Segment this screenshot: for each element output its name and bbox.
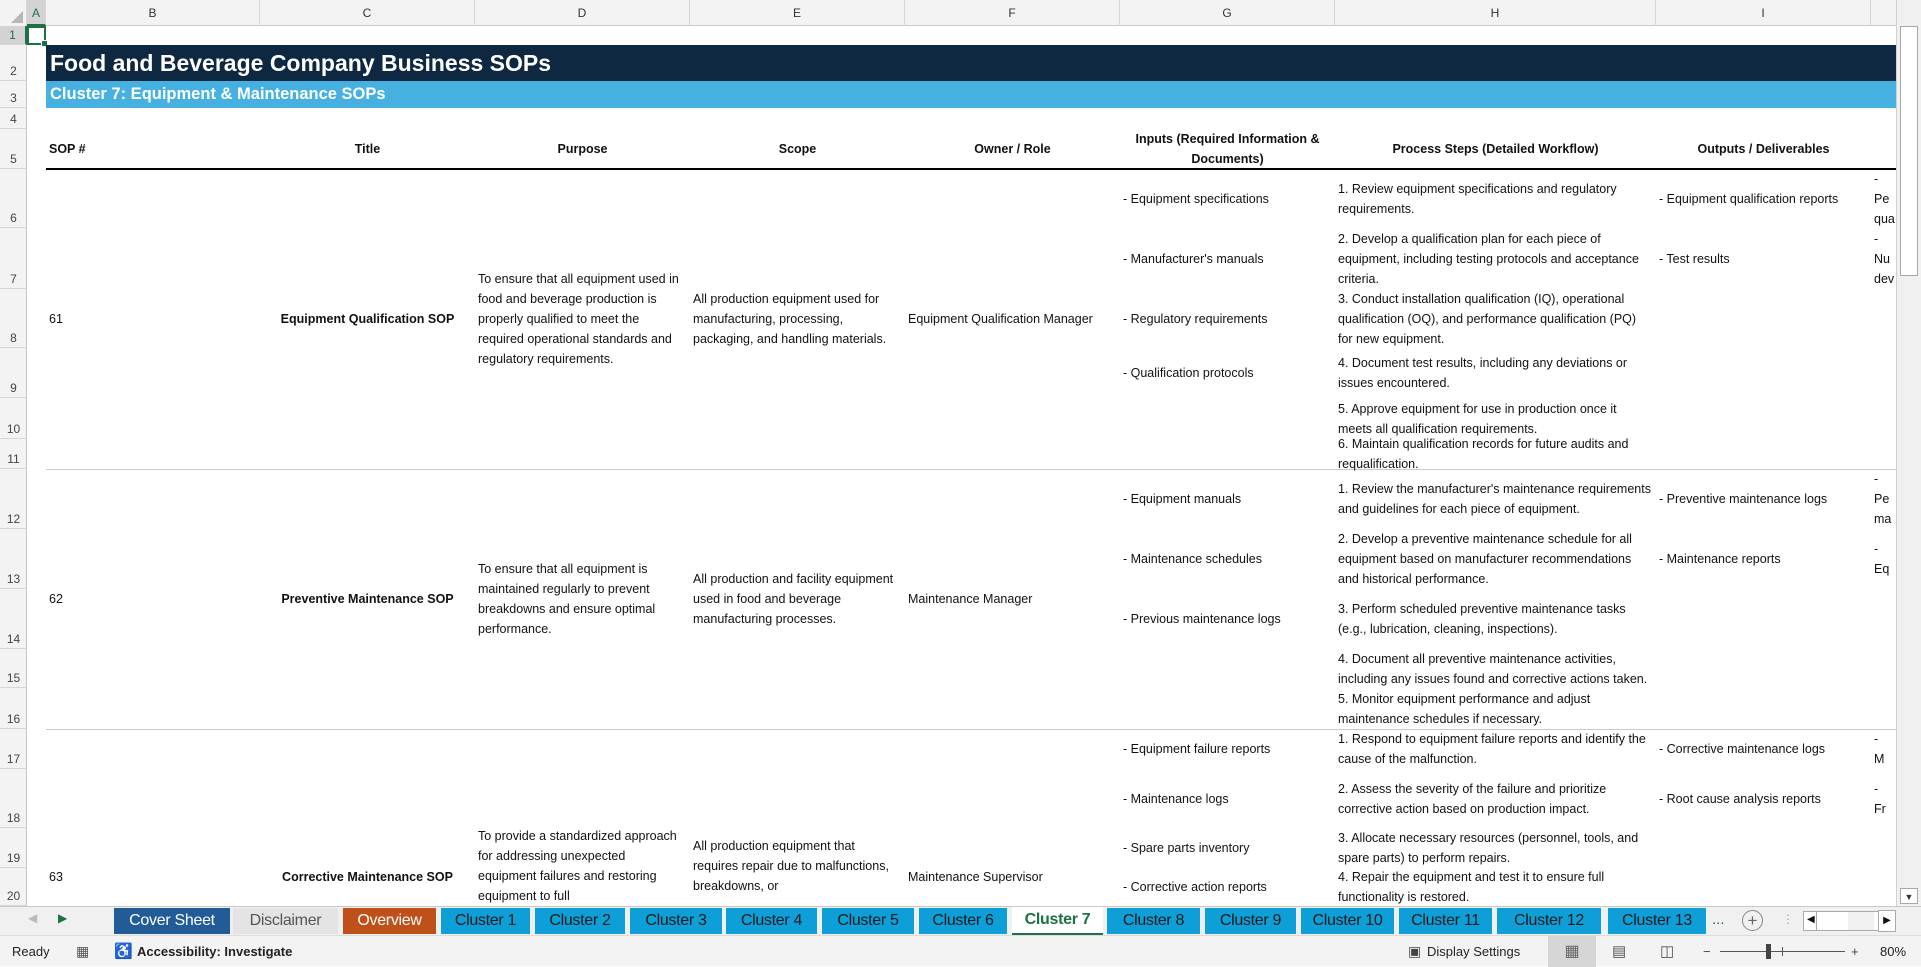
scroll-left-icon[interactable]: ◀	[1807, 914, 1815, 925]
input-item	[1120, 228, 1335, 289]
header-process-steps: Process Steps (Detailed Workflow)	[1392, 142, 1599, 156]
page-break-view-icon[interactable]: ◫	[1660, 943, 1675, 960]
sheet-tab-cluster-5[interactable]: Cluster 5	[822, 908, 914, 934]
input-item-text: - Manufacturer's manuals	[1123, 251, 1264, 266]
display-settings-icon[interactable]: ▣	[1408, 943, 1422, 959]
row-header-8[interactable]: 8	[0, 289, 27, 348]
column-header-i[interactable]: I	[1656, 0, 1871, 26]
input-item	[1120, 729, 1335, 769]
scroll-down-button[interactable]: ▼	[1900, 888, 1918, 904]
process-step-text: 5. Monitor equipment performance and adjust maintenance schedules if necessary.	[1338, 691, 1591, 726]
sop-owner-text: Equipment Qualification Manager	[908, 312, 1093, 326]
sop-title	[260, 862, 475, 892]
process-step	[1335, 688, 1656, 729]
row-header-9[interactable]: 9	[0, 348, 27, 398]
zoom-in-button[interactable]: +	[1851, 944, 1859, 959]
sop-number	[46, 469, 260, 729]
process-step-text: 5. Approve equipment for use in production once it meets all qualification requirements.	[1338, 401, 1617, 436]
sop-purpose-text: To provide a standardized approach for addressing unexpected equipment failures and restoring equipment to full	[478, 829, 677, 903]
row-header-18[interactable]: 18	[0, 769, 27, 828]
input-item	[1120, 868, 1335, 906]
process-step	[1335, 868, 1656, 906]
input-item	[1120, 529, 1335, 589]
accessibility-status[interactable]: Accessibility: Investigate	[137, 944, 293, 959]
input-item	[1120, 769, 1335, 828]
process-step-text: 2. Assess the severity of the failure and prioritize corrective action based on production impact.	[1338, 781, 1607, 816]
output-item-text: - Test results	[1659, 251, 1730, 266]
input-item	[1120, 589, 1335, 649]
sop-title	[260, 169, 475, 469]
input-item	[1120, 169, 1335, 228]
sheet-tab-cluster-3[interactable]: Cluster 3	[630, 908, 722, 934]
sheet-tab-overview[interactable]: Overview	[343, 908, 436, 934]
process-step-text: 1. Respond to equipment failure reports and identify the cause of the malfunction.	[1338, 732, 1646, 766]
sop-purpose	[475, 826, 690, 906]
output-item	[1656, 469, 1871, 529]
output-item-text: - Maintenance reports	[1659, 552, 1781, 566]
sop-scope	[690, 836, 905, 896]
sheet-tab-cluster-7[interactable]: Cluster 7	[1012, 907, 1103, 935]
sop-purpose-text: To ensure that all equipment is maintained regularly to prevent breakdowns and ensure optimal performance.	[478, 562, 656, 636]
input-item-text: - Previous maintenance logs	[1123, 612, 1281, 626]
process-step	[1335, 649, 1656, 688]
next-column-item-text: - Eq	[1874, 542, 1890, 576]
process-step	[1335, 439, 1656, 469]
sop-purpose	[475, 169, 690, 469]
input-item-text: - Maintenance schedules	[1123, 552, 1262, 566]
sop-owner	[905, 169, 1120, 469]
sheet-tab-disclaimer[interactable]: Disclaimer	[233, 908, 338, 934]
active-cell-a1[interactable]	[27, 26, 46, 45]
zoom-slider-center-tick	[1782, 947, 1783, 956]
sop-number	[46, 862, 260, 892]
column-header-e[interactable]: E	[690, 0, 905, 26]
process-step	[1335, 729, 1656, 769]
tab-splitter[interactable]: ⋮	[1782, 912, 1794, 926]
sop-scope	[690, 469, 905, 729]
cells-area[interactable]	[27, 0, 1896, 906]
zoom-slider-thumb[interactable]	[1766, 944, 1771, 959]
scrollbar-thumb-edge	[1816, 912, 1817, 930]
row-header-1[interactable]: 1	[0, 26, 27, 45]
next-sheet-icon[interactable]: ▶	[58, 911, 68, 925]
process-step-text: 4. Document test results, including any deviations or issues encountered.	[1338, 356, 1628, 390]
process-step-text: 1. Review equipment specifications and regulatory requirements.	[1338, 181, 1617, 216]
row-header-19[interactable]: 19	[0, 828, 27, 868]
row-header-7[interactable]: 7	[0, 228, 27, 289]
header-outputs: Outputs / Deliverables	[1697, 142, 1830, 156]
input-item	[1120, 469, 1335, 529]
header-scope: Scope	[778, 142, 817, 156]
process-step-text: 3. Conduct installation qualification (IQ), operational qualification (OQ), and performance qualification (PQ) for new equipment.	[1338, 291, 1637, 346]
row-header-4[interactable]: 4	[0, 108, 27, 129]
process-step-text: 2. Develop a qualification plan for each piece of equipment, including testing protocols and acceptance criteria.	[1338, 231, 1639, 286]
sop-owner-text: Maintenance Supervisor	[908, 870, 1043, 884]
process-step-text: 1. Review the manufacturer's maintenance requirements and guidelines for each piece of equipment.	[1338, 482, 1651, 516]
process-step	[1335, 469, 1656, 529]
input-item-text: - Qualification protocols	[1123, 366, 1254, 380]
sop-title-text: Corrective Maintenance SOP	[282, 870, 453, 884]
input-item	[1120, 828, 1335, 868]
macro-recording-icon[interactable]: ▦	[76, 943, 90, 959]
sheet-tab-cluster-4[interactable]: Cluster 4	[726, 908, 817, 934]
column-header-c[interactable]: C	[260, 0, 475, 26]
process-step-text: 4. Document all preventive maintenance activities, including any issues found and corrective actions taken.	[1338, 651, 1648, 686]
scroll-right-icon[interactable]: ▶	[1878, 910, 1896, 932]
sheet-tab-cluster-1[interactable]: Cluster 1	[441, 908, 530, 934]
sop-title-text: Equipment Qualification SOP	[280, 312, 455, 326]
column-header-g[interactable]: G	[1120, 0, 1335, 26]
sop-number	[46, 169, 260, 469]
column-header-h[interactable]: H	[1335, 0, 1656, 26]
column-header-a[interactable]: A	[27, 0, 46, 26]
process-step	[1335, 398, 1656, 439]
output-item-text: - Equipment qualification reports	[1659, 191, 1839, 206]
row-header-5[interactable]: 5	[0, 129, 27, 169]
process-step	[1335, 769, 1656, 828]
next-column-item-text: - M	[1874, 732, 1885, 766]
zoom-out-button[interactable]: −	[1703, 944, 1711, 959]
column-header-d[interactable]: D	[475, 0, 690, 26]
row-header-14[interactable]: 14	[0, 589, 27, 649]
sheet-title: Food and Beverage Company Business SOPs	[46, 45, 1896, 81]
next-column-item-text: - Nu dev	[1874, 231, 1895, 286]
column-header-f[interactable]: F	[905, 0, 1120, 26]
sheet-tab-cluster-12[interactable]: Cluster 12	[1497, 908, 1601, 934]
sop-purpose-text: To ensure that all equipment used in food and beverage production is properly qualified to meet the required operational standards and regulatory requirements.	[478, 272, 679, 366]
select-all-button[interactable]	[0, 0, 27, 26]
output-item	[1656, 729, 1871, 769]
header-owner: Owner / Role	[974, 142, 1051, 156]
status-ready: Ready	[12, 944, 50, 959]
prev-sheet-icon[interactable]: ◀	[28, 911, 38, 925]
output-item-text: - Preventive maintenance logs	[1659, 492, 1828, 506]
scrollbar-thumb[interactable]	[1900, 26, 1918, 276]
sheet-tab-cluster-6[interactable]: Cluster 6	[919, 908, 1007, 934]
sop-title-text: Preventive Maintenance SOP	[281, 592, 454, 606]
input-item-text: - Spare parts inventory	[1123, 841, 1250, 855]
input-item	[1120, 348, 1335, 398]
more-tabs-button[interactable]: ...	[1712, 911, 1725, 928]
row-header-bar	[0, 26, 27, 906]
row-header-10[interactable]: 10	[0, 398, 27, 439]
sheet-tab-cluster-8[interactable]: Cluster 8	[1107, 908, 1200, 934]
sop-owner	[905, 469, 1120, 729]
row-header-3[interactable]: 3	[0, 81, 27, 108]
row-header-6[interactable]: 6	[0, 169, 27, 228]
header-title: Title	[354, 142, 381, 156]
row-header-17[interactable]: 17	[0, 729, 27, 769]
process-step	[1335, 348, 1656, 398]
row-header-16[interactable]: 16	[0, 688, 27, 729]
input-item-text: - Regulatory requirements	[1123, 311, 1268, 326]
sheet-tab-cluster-13[interactable]: Cluster 13	[1608, 908, 1706, 934]
accessibility-icon[interactable]: ♿	[114, 943, 133, 960]
sop-scope-text: All production equipment used for manufacturing, processing, packaging, and handling materials.	[693, 292, 887, 346]
sop-title	[260, 469, 475, 729]
display-settings-button[interactable]: Display Settings	[1427, 944, 1521, 959]
output-item-text: - Root cause analysis reports	[1659, 791, 1821, 806]
column-header-b[interactable]: B	[46, 0, 260, 26]
process-step-text: 2. Develop a preventive maintenance schedule for all equipment based on manufacturer recommendations and historical performance.	[1338, 532, 1632, 586]
input-item-text: - Equipment failure reports	[1123, 742, 1271, 756]
process-step	[1335, 228, 1656, 289]
output-item	[1656, 228, 1871, 289]
row-header-13[interactable]: 13	[0, 529, 27, 589]
sheet-tab-cluster-9[interactable]: Cluster 9	[1205, 908, 1296, 934]
process-step-text: 4. Repair the equipment and test it to ensure full functionality is restored.	[1338, 870, 1605, 904]
input-item	[1120, 289, 1335, 348]
sop-owner-text: Maintenance Manager	[908, 592, 1033, 606]
row-header-12[interactable]: 12	[0, 469, 27, 529]
sop-scope-text: All production and facility equipment used in food and beverage manufacturing processes.	[693, 572, 894, 626]
row-header-20[interactable]: 20	[0, 868, 27, 906]
process-step	[1335, 169, 1656, 228]
process-step	[1335, 289, 1656, 348]
output-item-text: - Corrective maintenance logs	[1659, 742, 1826, 756]
process-step-text: 6. Maintain qualification records for future audits and requalification.	[1338, 437, 1629, 471]
output-item	[1656, 529, 1871, 589]
process-step	[1335, 589, 1656, 649]
status-bar	[0, 935, 1921, 966]
sheet-tab-cover-sheet[interactable]: Cover Sheet	[114, 908, 230, 934]
sop-scope	[690, 169, 905, 469]
process-step-text: 3. Perform scheduled preventive maintenance tasks (e.g., lubrication, cleaning, inspections).	[1338, 602, 1626, 636]
row-header-15[interactable]: 15	[0, 649, 27, 688]
input-item-text: - Equipment specifications	[1123, 191, 1269, 206]
sop-scope-text: All production equipment that requires repair due to malfunctions, breakdowns, or	[693, 839, 889, 893]
add-sheet-icon[interactable]: +	[1742, 910, 1763, 931]
input-item-text: - Corrective action reports	[1123, 880, 1267, 894]
next-column-item-text: - Pe ma	[1874, 472, 1892, 526]
process-step-text: 3. Allocate necessary resources (personnel, tools, and spare parts) to perform repairs.	[1338, 831, 1639, 865]
sop-number-text: 63	[49, 870, 63, 884]
sop-owner	[905, 862, 1120, 892]
sheet-tab-cluster-2[interactable]: Cluster 2	[535, 908, 625, 934]
zoom-slider[interactable]	[1720, 951, 1845, 952]
output-item	[1656, 769, 1871, 828]
sheet-tab-bar	[0, 906, 1921, 935]
normal-view-icon[interactable]: ▦	[1548, 936, 1596, 967]
scrollbar-track	[1848, 912, 1874, 930]
vertical-scrollbar[interactable]	[1896, 0, 1921, 906]
row-header-11[interactable]: 11	[0, 439, 27, 469]
header-purpose: Purpose	[557, 142, 608, 156]
zoom-level[interactable]: 80%	[1880, 944, 1907, 959]
output-item	[1656, 169, 1871, 228]
sheet-subtitle: Cluster 7: Equipment & Maintenance SOPs	[46, 81, 1896, 108]
process-step	[1335, 529, 1656, 589]
input-item-text: - Equipment manuals	[1123, 492, 1242, 506]
page-layout-view-icon[interactable]: ▤	[1612, 943, 1627, 960]
process-step	[1335, 828, 1656, 868]
header-inputs: Inputs (Required Information & Documents)	[1135, 132, 1320, 166]
sheet-tab-cluster-11[interactable]: Cluster 11	[1399, 908, 1492, 934]
next-column-item-text: - Pe qua	[1874, 171, 1895, 226]
sop-number-text: 62	[49, 592, 63, 606]
sheet-tab-cluster-10[interactable]: Cluster 10	[1301, 908, 1394, 934]
next-column-item-text: - Fr	[1874, 781, 1886, 816]
input-item-text: - Maintenance logs	[1123, 791, 1229, 806]
sop-number-text: 61	[49, 312, 63, 326]
sop-purpose	[475, 469, 690, 729]
header-sop-number: SOP #	[49, 142, 86, 156]
row-header-2[interactable]: 2	[0, 45, 27, 81]
